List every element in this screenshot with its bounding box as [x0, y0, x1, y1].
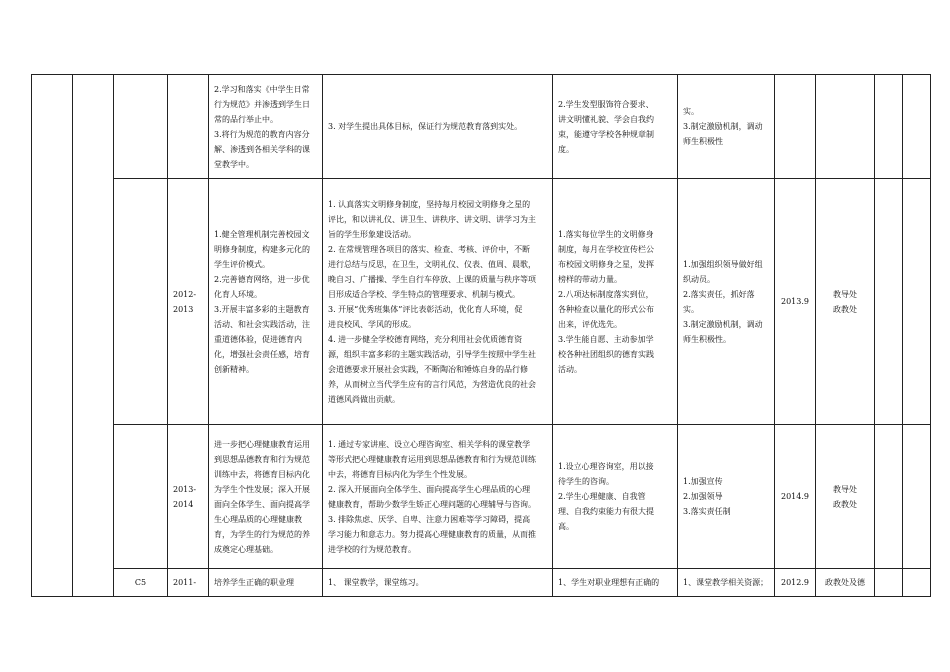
blank-cell [875, 75, 903, 179]
measures-text: 1. 认真落实文明修身制度，坚持每月校园文明修身之星的 评比，和以讲礼仪、讲卫生、讲秩序、讲文明、讲学习为主 旨的学生形象建设活动。 2. 在常规管理各项目的落实、检查、考核、评价中，不断 进行总结与反思，在卫生，文明礼仪、仪表、值周、晨歌， 晚自习、广播操、学生自行车停放、上课的质量与秩序等项 目形成适合学校、学生特点的管理要求、机制与模式。 3. 开展“优秀班集体”评比表彰活动，优化育人环境，促 进良校风、学风的形成。 4. 进一步健全学校德育网络，充分利用社会优质德育资 源，组织丰富多彩的主题实践活动，引导学生按照中学生社 会道德要求开展社会实践，不断陶冶和锤炼自身的品行修 养，从而树立当代学生应有的言行风范，为营造优良的社会 道德风尚做出贡献。 [328, 199, 536, 404]
dept-cell [816, 75, 875, 179]
dept-cell: 教导处 政教处 [816, 425, 875, 569]
plan-table [31, 74, 931, 597]
goal-text: 进一步把心理健康教育运用 到思想品德教育和行为规范 训练中去，将德育目标内化 为学生个性发展；深入开展 面向全体学生、面向提高学 生心理品质的心理健康教 育，为学生的行为规范的养 成奠定心理基础。 [214, 439, 310, 554]
outcome-text: 1、学生对职业理想有正确的 [558, 578, 660, 587]
dept-cell: 政教处及德 [816, 569, 875, 597]
blank-cell [73, 75, 114, 597]
support-cell [678, 179, 775, 425]
dept-cell: 教导处 政教处 [816, 179, 875, 425]
outcome-text: 1.落实每位学生的文明修身 制度，每月在学校宣传栏公 布校园文明修身之星，发挥 榜样的带动力量。 2.八项达标制度落实到位， 各种检查以量化的形式公布 出来，评优选先。 3.学生能自愿、主动参加学 校各种社团组织的德育实践 活动。 [558, 229, 654, 374]
support-text: 1.加强组织领导做好组 织动员。 2.落实责任，抓好落 实。 3.制定激励机制，调动 师生积极性。 [683, 259, 763, 344]
support-text: 实。 3.制定激励机制，调动 师生积极性 [683, 107, 763, 146]
blank-cell [903, 179, 931, 425]
year-cell [168, 75, 209, 179]
support-text: 1、课堂教学相关资源； [683, 578, 769, 587]
measures-text: 1. 通过专家讲座、设立心理咨询室、相关学科的课堂教学 等形式把心理健康教育运用到思想品德教育和行为规范训练 中去，将德育目标内化为学生个性发展。 2. 深入开展面向全体学生、面向提高学生心理品质的心理 健康教育，帮助少数学生矫正心理问题的心理辅导与咨询。 3. 排除焦虑、厌学、自卑、注意力困难等学习障碍，提高 学习能力和意志力。努力提高心理健康教育的质量，从而推 进学校的行为规范教育。 [328, 439, 536, 554]
blank-cell [903, 425, 931, 569]
support-cell [678, 75, 775, 179]
outcome-text: 1.设立心理咨询室，用以接 待学生的咨询。 2.学生心理健康、自我管 理、自我约束能力有很大提 高。 [558, 462, 654, 531]
outcome-cell [553, 179, 678, 425]
goal-cell [209, 75, 323, 179]
goal-cell [209, 569, 323, 597]
year-cell: 2012- 2013 [168, 179, 209, 425]
support-cell [678, 569, 775, 597]
support-cell [678, 425, 775, 569]
table-row [32, 569, 931, 597]
item-id-cell: C5 [114, 569, 168, 597]
date-cell [775, 75, 816, 179]
outcome-cell [553, 75, 678, 179]
item-id-cell [114, 75, 168, 179]
measures-text: 1、 课堂教学，课堂练习。 [328, 578, 424, 587]
measures-cell [323, 179, 553, 425]
item-id-cell [114, 425, 168, 569]
measures-cell [323, 569, 553, 597]
year-cell: 2013- 2014 [168, 425, 209, 569]
goal-cell [209, 425, 323, 569]
goal-text: 2.学习和落实《中学生日常 行为规范》并渗透到学生日 常的品行举止中。 3.将行为规范的教育内容分 解、渗透到各相关学科的课 堂教学中。 [214, 84, 310, 169]
blank-cell [875, 569, 903, 597]
measures-text: 3. 对学生提出具体目标，保证行为规范教育落到实处。 [328, 122, 523, 131]
date-cell: 2012.9 [775, 569, 816, 597]
measures-cell [323, 75, 553, 179]
blank-cell [903, 75, 931, 179]
table-row [32, 179, 931, 425]
date-cell: 2013.9 [775, 179, 816, 425]
goal-text: 1.健全管理机制完善校园文 明修身制度，构建多元化的 学生评价模式。 2.完善德育网络，进一步优 化育人环境。 3.开展丰富多彩的主题教育 活动、和社会实践活动，注 重道德体验，促进德育内 化，增强社会责任感，培育 创新精神。 [214, 229, 310, 374]
blank-cell [903, 569, 931, 597]
outcome-cell [553, 425, 678, 569]
goal-text: 培养学生正确的职业理 [214, 578, 294, 587]
table-row [32, 75, 931, 179]
goal-cell [209, 179, 323, 425]
table-row [32, 425, 931, 569]
item-id-cell [114, 179, 168, 425]
year-cell: 2011- [168, 569, 209, 597]
blank-cell [875, 179, 903, 425]
support-text: 1.加强宣传 2.加强领导 3.落实责任制 [683, 477, 731, 516]
blank-cell [32, 75, 73, 597]
blank-cell [875, 425, 903, 569]
measures-cell [323, 425, 553, 569]
date-cell: 2014.9 [775, 425, 816, 569]
outcome-cell [553, 569, 678, 597]
outcome-text: 2.学生发型服饰符合要求、 讲文明懂礼貌、学会自我约 束，能遵守学校各种规章制 度。 [558, 99, 654, 154]
